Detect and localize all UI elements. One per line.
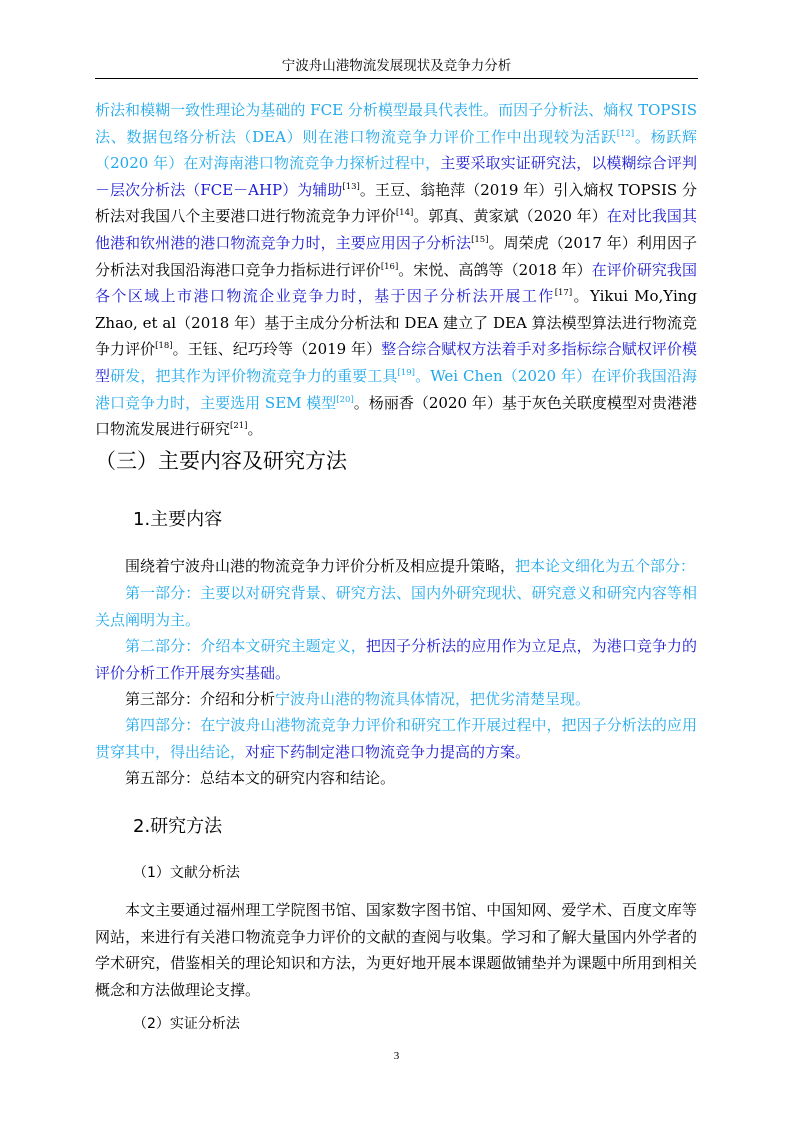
method-empirical-title: （2）实证分析法: [133, 1016, 240, 1032]
part-four-body: 对症下药制定港口物流竞争力提高的方案。: [245, 742, 531, 761]
part-four-paragraph: [95, 712, 697, 765]
intro-paragraph: [95, 553, 697, 580]
review-text-run: 整合综合赋权方法着手对多指标综合赋权评价模型: [95, 340, 697, 385]
citation-ref: [19]: [397, 367, 415, 378]
review-text-run: 在对比我国其他港和钦州港的港口物流竞争力时，主要应用因子分析法: [95, 207, 697, 252]
part-two-lead: 第二部分：介绍本文研究主题定义，: [125, 637, 366, 655]
running-header: 宁波舟山港物流发展现状及竞争力分析: [95, 56, 698, 79]
review-text-run: 析法和模糊一致性理论为基础的 FCE 分析模型最具代表性。而因子分析法、熵权 TOPSIS 法、数据包络分析法（DEA）则在港口物流竞争力评价工作中出现较为活跃: [95, 101, 697, 146]
review-text-run: 。Yikui Mo,Ying Zhao, et al（2018 年）基于主成分分析法和 DEA 建立了 DEA 算法模型算法进行物流竞争力评价: [95, 287, 697, 359]
literature-review-paragraph: [95, 97, 697, 443]
intro-text: 围绕着宁波舟山港的物流竞争力评价分析及相应提升策略，: [125, 557, 516, 575]
review-text-run: 。王钰、纪巧玲等（2019 年）: [172, 340, 382, 359]
intro-highlight: 把本论文细化为五个部分：: [515, 557, 696, 575]
part-two-body: 把因子分析法的应用作为立足点，为港口竞争力的评价分析工作开展夯实基础。: [95, 637, 697, 682]
citation-ref: [17]: [554, 288, 573, 299]
subsection-heading-main-content: 1.主要内容: [133, 509, 223, 530]
review-text-run: 。杨丽香（2020 年）基于灰色关联度模型对贵港港口物流发展进行研究: [95, 393, 697, 439]
citation-ref: [12]: [616, 128, 635, 139]
review-text-run: 。宋悦、高鸽等（2018 年）: [398, 260, 592, 279]
review-text-run: 。Wei Chen（2020 年）在评价我国沿海港口竞争力时，主要选用 SEM 模型: [95, 366, 697, 412]
citation-ref: [15]: [471, 234, 489, 245]
part-five-paragraph: 第五部分：总结本文的研究内容和结论。: [125, 769, 396, 787]
method-literature-paragraph: 本文主要通过福州理工学院图书馆、国家数字图书馆、中国知网、爱学术、百度文库等网站，来进行有关港口物流竞争力评价的文献的查阅与收集。学习和了解大量国内外学者的学术研究，借鉴相关的理论知识和方法，为更好地开展本课题做铺垫并为课题中所用到相关概念和方法做理论支撑。: [95, 901, 697, 999]
citation-ref: [21]: [230, 421, 248, 432]
review-text-run: 。郭真、黄家斌（2020 年）: [413, 207, 607, 226]
citation-ref: [18]: [155, 341, 173, 352]
review-text-run: 在评价研究我国各个区域上市港口物流企业竞争力时，基于因子分析法开展工作: [95, 260, 697, 306]
review-text-run: 主要采取实证研究法，以模糊综合评判－层次分析法（FCE－AHP）为辅助: [95, 154, 697, 199]
part-three-body: 宁波舟山港的物流具体情况，把优劣清楚呈现。: [275, 690, 591, 708]
part-one-paragraph: 第一部分：主要以对研究背景、研究方法、国内外研究现状、研究意义和研究内容等相关点阐明为主。: [95, 584, 697, 629]
part-four-lead: 第四部分：在宁波舟山港物流竞争力评价和研究工作开展过程中，把因子分析法的应用贯穿其中，得出结论，: [95, 716, 697, 761]
subsection-heading-methods: 2.研究方法: [133, 816, 223, 837]
page-number: 3: [393, 1050, 400, 1062]
review-text-run: 研发，把其作为评价物流竞争力的重要工具: [110, 366, 398, 385]
section-heading: （三）主要内容及研究方法: [95, 449, 347, 473]
citation-ref: [20]: [336, 394, 354, 405]
review-text-run: 。: [247, 420, 263, 439]
part-two-paragraph: [95, 633, 697, 686]
citation-ref: [14]: [395, 208, 414, 219]
citation-ref: [16]: [380, 261, 399, 272]
citation-ref: [13]: [342, 181, 360, 192]
part-three-paragraph: [95, 686, 697, 713]
review-text-run: 。王豆、翁艳萍（2019 年）引入熵权 TOPSIS 分析法对我国八个主要港口进行物流竞争力评价: [95, 180, 698, 226]
part-three-lead: 第三部分：介绍和分析: [125, 690, 276, 708]
method-literature-title: （1）文献分析法: [133, 865, 240, 881]
review-text-run: 。杨跃辉（2020 年）在对海南港口物流竞争力探析过程中，: [95, 127, 697, 173]
review-text-run: 。周荣虎（2017 年）利用因子分析法对我国沿海港口竞争力指标进行评价: [95, 233, 697, 279]
